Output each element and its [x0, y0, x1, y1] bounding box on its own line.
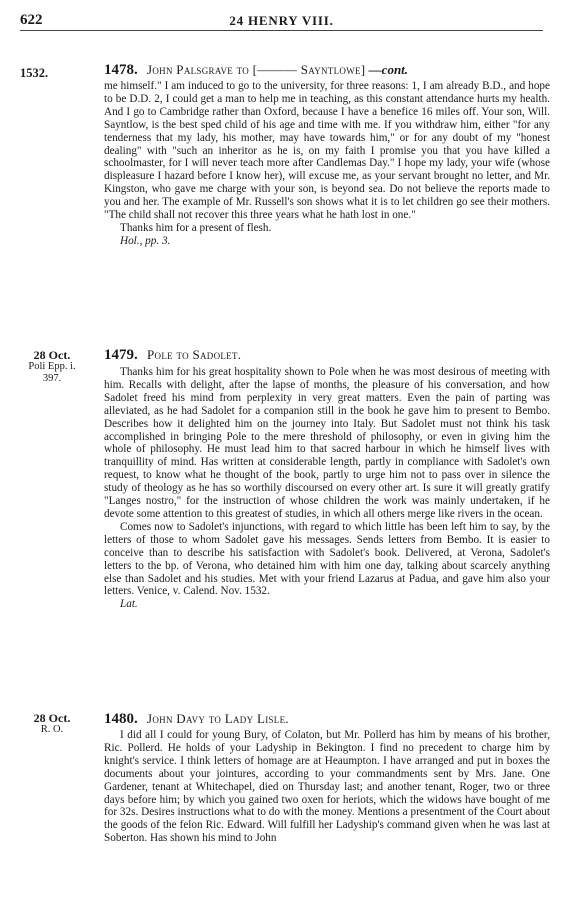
entry-body-1478: [104, 80, 550, 248]
paragraph: Comes now to Sadolet's injunctions, with regard to which little has been left him to say, by the letters of those to whom Sadolet gave his messages. Sends letters from Bembo. It is easier to conceive than to describe his satisfaction with Sadolet's book. Delivered, at Verona, Sadolet's letters to the bp. of Verona, who detained him with him one day, talking about scarcely anything else than Sadolet and his studies. Met with your friend Lazarus at Padua, and gave him also your letters. Venice, v. Calend. Nov. 1532.: [104, 520, 550, 598]
entry-title: John Davy to Lady Lisle.: [147, 711, 289, 726]
entry-heading-1480: [104, 711, 289, 728]
entry-number: 1480.: [104, 711, 138, 727]
entry-title: Pole to Sadolet.: [147, 347, 242, 362]
paragraph: Thanks him for a present of flesh.: [120, 221, 272, 234]
margin-note-1479: [22, 349, 82, 385]
entry-body-1480: [104, 729, 550, 845]
entry-heading-1479: [104, 347, 241, 364]
paragraph: I did all I could for young Bury, of Colaton, but Mr. Pollerd has him by means of his brother, Ric. Pollerd. He holds of your Ladyship in Bekington. I find no precedent to charge him by knight's service. I think letters of homage are at Heaumpton. I have arranged and put in boxes the documents about your jointures, according to your commandments sent by Mrs. Jane. One Gardener, tenant at Whitechapel, died on Thursday last; and another tenant, Roger, two or three days before him; by which you gained two oxen for heriots, which the widows have bought of me for 32s. Desires instructions what to do with the money. Mentions a presentment of the Court about the goods of the felon Ric. Edward. Will fulfill her Ladyship's command given when he was last at Soberton. Has shown his mind to John: [104, 729, 550, 845]
page-header: [20, 12, 543, 31]
entry-body-1479: [104, 366, 550, 611]
margin-note-1480: [22, 712, 82, 736]
running-head: 24 HENRY VIII.: [229, 13, 334, 28]
year-marginal: 1532.: [20, 66, 49, 80]
source-note: Lat.: [120, 598, 138, 611]
entry-date: 28 Oct.: [33, 711, 71, 725]
entry-number: 1479.: [104, 347, 138, 363]
entry-number: 1478.: [104, 62, 138, 78]
margin-reference: R. O.: [40, 724, 64, 735]
margin-reference: Poli Epp. i. 397.: [28, 361, 76, 384]
paragraph: Thanks him for his great hospitality shown to Pole when he was most desirous of meeting with him. Recalls with delight, after the lapse of months, the pleasure of his conversation, and how Sadolet freed his mind from perplexity in very great matters. Even the pain of parting was alleviated, as he had Sadolet for a companion still in the book he gave him to present to Bembo. Describes how it delighted him on the journey into Italy. But Sadolet must not think his task accomplished in bringing Pole to the mere threshold of philosophy, or even in giving him the whole of philosophy. He must lead him to that sacred harbour in which he himself lives with tranquillity of mind. Has written at considerable length, partly in compliance with Sadolet's own request, to know what he thought of the book, partly to urge him not to pass over in silence the study of theology as he has so worthily discoursed on every other art. Is sure it will greatly gratify "Langes nostro," for the instruction of whose children the work was mainly undertaken, if he devote some attention to this greatest of studies, in which all others merge like rivers in the ocean.: [104, 366, 550, 520]
entry-title: John Palsgrave to [——— Sayntlowe]: [147, 62, 366, 77]
entry-title-suffix: —cont.: [368, 62, 409, 77]
entry-heading-1478: [104, 62, 408, 79]
source-note: Hol., pp. 3.: [120, 234, 171, 247]
entry-date: 28 Oct.: [33, 348, 71, 362]
paragraph: me himself." I am induced to go to the university, for three reasons: 1, I am already B.D., and hope to be D.D. 2, I could get a man to help me in teaching, as this constant attendance hurts my health. And I go to Cambridge rather than Oxford, because I have a benefice 16 miles off. Your son, Will. Sayntlow, is the best sped child of his age and time with me. If you withdraw him, either "for any tenderness that my lady, his mother, may have towards him," or for any doubt of my "honest dealing" with "such an inheritor as he is, on my faith I promise you that you have killed a schoolmaster, for I will never teach more after Candlemas Day." I hope my lady, your wife (whose displeasure I hazard before I know her), will excuse me, as your servant brought no letter, and Mr. Kingston, who gave me charge with your son, is beyond sea. Do not believe the reports made to you and her. The example of Mr. Russell's son shows what it is to let children go see their mothers. "The child shall not recover this three years what he hath lost in one.": [104, 80, 550, 222]
page-number: 622: [20, 12, 43, 28]
